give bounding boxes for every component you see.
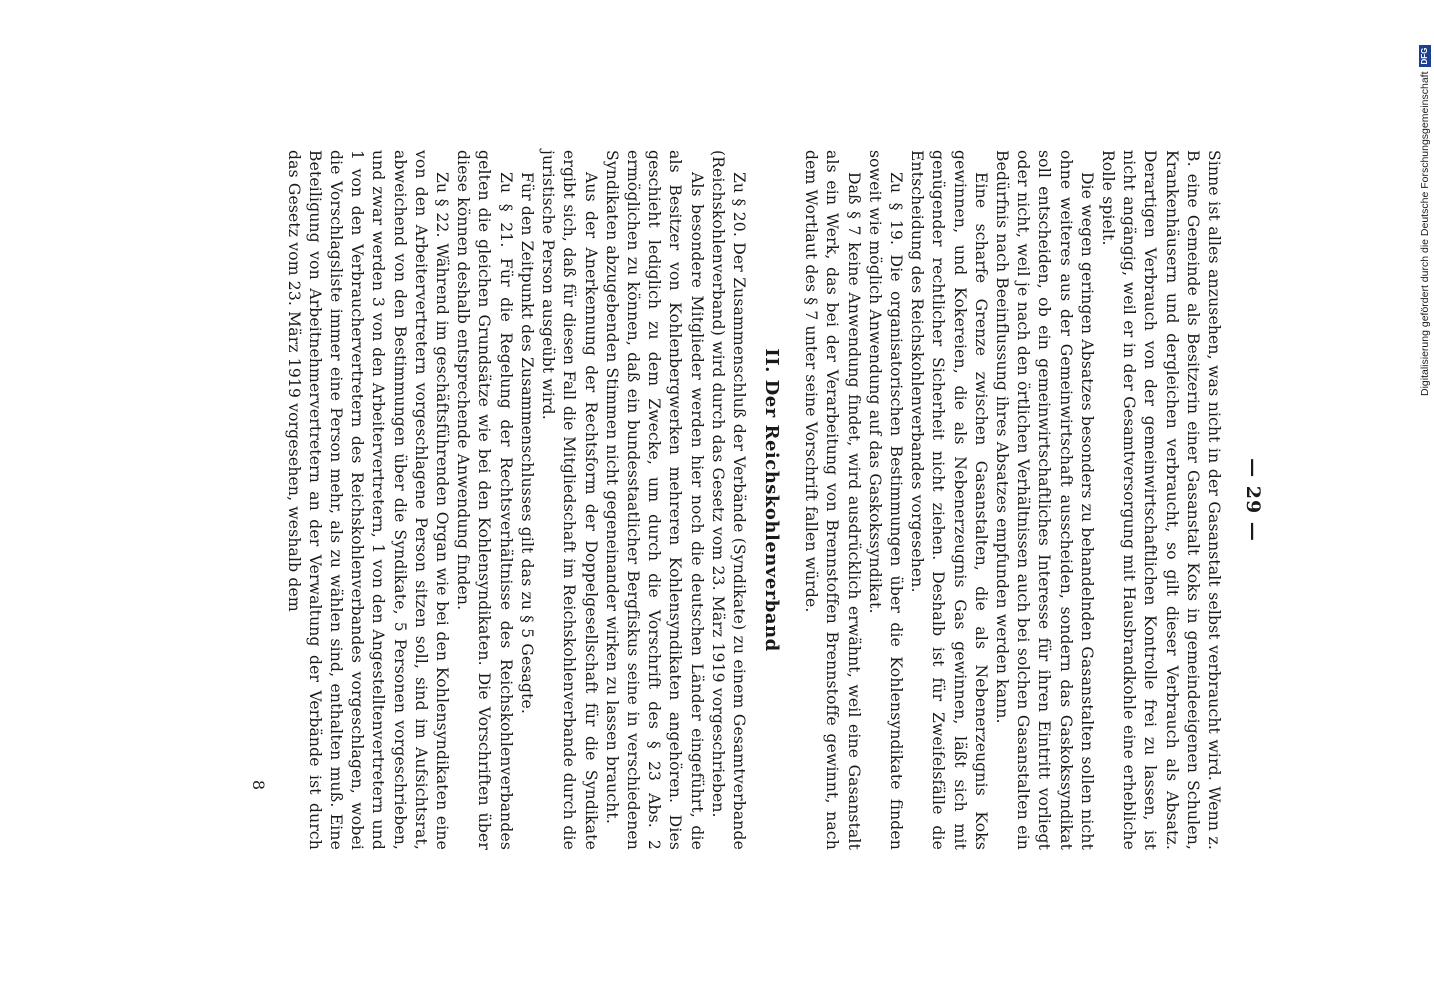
paragraph: Als besondere Mitglieder werden hier noch die deutschen Länder eingeführt, die als Besitzer von Kohlenbergwerken mehreren Kohlensyndikaten angehören. Dies geschieht lediglich zu dem Zwecke, um durch die Vorschrift des § 23 Abs. 2 ermöglichen zu können, daß ein bundesstaatlicher Bergfiskus seine in verschiedenen Syndikaten abzugebenden Stimmen nicht gegeneinander wirken zu lassen braucht.: [602, 150, 706, 850]
paragraph: Aus der Anerkennung der Rechtsform der Doppelgesellschaft für die Syndikate ergibt sich, daß für diesen Fall die Mitgliedschaft im Reichskohlenverbande durch die juristische Person ausgeübt wird.: [539, 150, 600, 850]
section-heading: II. Der Reichskohlenverband: [760, 348, 782, 652]
paragraph: Eine scharfe Grenze zwischen Gasanstalten, die als Nebenerzeugnis Koks gewinnen, und Kokereien, die als Nebenerzeugnis Gas gewinnen, läßt sich mit genügender rechtlicher Sicherheit nicht ziehen. Deshalb ist für Zweifelsfälle die Entscheidung des Reichskohlenverbandes vorgesehen.: [908, 150, 990, 850]
signature-mark: 8: [249, 779, 269, 790]
dfg-logo-icon: DFG: [1419, 45, 1431, 68]
paragraph: Zu § 19. Die organisatorischen Bestimmungen über die Kohlensyndikate finden soweit wie möglich Anwendung auf das Gaskokssyndikat.: [865, 150, 905, 850]
paragraph: Sinne ist alles anzusehen, was nicht in der Gasanstalt selbst verbraucht wird. Wenn z. B. eine Gemeinde als Besitzerin einer Gasanstalt Koks in gemeindeeigenen Schulen, Krankenhäusern und dergleichen verbraucht, so gilt dieser Verbrauch als Absatz. Derartigen Verbrauch von der gemeinwirtschaftlichen Kontrolle frei zu lassen, ist nicht angängig, weil er in der Gesamtversorgung mit Hausbrandkohle eine erhebliche Rolle spielt.: [1098, 150, 1223, 850]
paragraph: Zu § 20. Der Zusammenschluß der Verbände (Syndikate) zu einem Gesamtverbande (Reichskohlenverband) wird durch das Gesetz vom 23. März 1919 vorgeschrieben.: [708, 150, 748, 850]
paragraph: Zu § 21. Für die Regelung der Rechtsverhältnisse des Reichskohlenverbandes gelten die gleichen Grundsätze wie bei den Kohlensyndikaten. Die Vorschriften über diese können deshalb entsprechende Anwendung finden.: [454, 150, 515, 850]
rotated-text-block: [126, 150, 1266, 850]
paragraph: Die wegen geringen Absatzes besonders zu behandelnden Gasanstalten sollen nicht ohne weiteres aus der Gemeinwirtschaft ausscheiden, sondern das Gaskokssyndikat soll entscheiden, ob ein gemeinwirtschaftliches Interesse für ihren Eintritt vorliegt oder nicht, weil je nach den örtlichen Verhältnissen auch bei solchen Gasanstalten ein Bedürfnis nach Beeinflussung ihres Absatzes empfunden werden kann.: [992, 150, 1096, 850]
page-number-header: — 29 —: [1242, 458, 1264, 542]
credit-text: Digitalisierung gefördert durch die Deutsche Forschungsgemeinschaft: [1419, 71, 1431, 396]
paragraph: Zu § 22. Während im geschäftsführenden Organ wie bei den Kohlensyndikaten eine von den Arbeitervertretern vorgeschlagene Person sitzen soll, sind im Aufsichtsrat, abweichend von den Bestimmungen über die Syndikate, 5 Personen vorgeschrieben, und zwar werden 3 von den Arbeitervertretern, 1 von den Angestelltenvertretern und 1 von den Verbrauchervertretern des Reichskohlenverbandes vorgeschlagen, wobei die Vorschlagsliste immer eine Person mehr, als zu wählen sind, enthalten muß. Eine Beteiligung von Arbeitnehmervertretern an der Verwaltung der Verbände ist durch das Gesetz vom 23. März 1919 vorgesehen, weshalb dem: [284, 150, 452, 850]
digitization-credit: [1418, 6, 1432, 396]
paragraph: Für den Zeitpunkt des Zusammenschlusses gilt das zu § 5 Gesagte.: [517, 172, 536, 715]
paragraph: Daß § 7 keine Anwendung findet, wird ausdrücklich erwähnt, weil eine Gasanstalt als ein Werk, das bei der Verarbeitung von Brennstoffen Brennstoffe gewinnt, nach dem Wortlaut des § 7 unter seine Vorschrift fallen würde.: [802, 150, 863, 850]
